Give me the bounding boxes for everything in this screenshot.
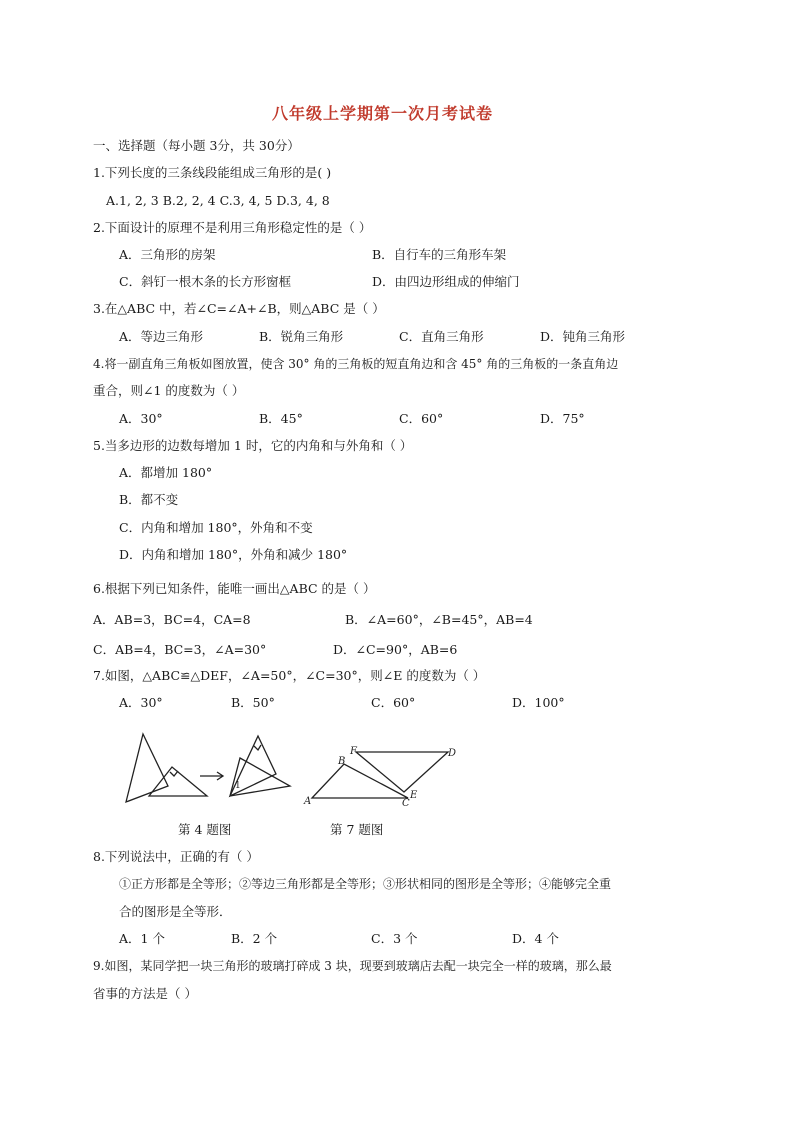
page-title: 八年级上学期第一次月考试卷 <box>272 104 494 123</box>
q2-option-a: A．三角形的房架 <box>119 247 216 262</box>
q9-stem-line2: 省事的方法是（ ） <box>93 986 197 1001</box>
q8-option-b: B．2 个 <box>231 931 278 946</box>
q3-option-a: A．等边三角形 <box>119 329 204 344</box>
q1-options: A.1, 2, 3 B.2, 2, 4 C.3, 4, 5 D.3, 4, 8 <box>106 193 330 208</box>
label-c: C <box>402 798 410 809</box>
q4-right-angle-mark <box>170 771 178 776</box>
triangle-abc <box>312 764 408 798</box>
q4-left-triangle-30 <box>126 734 168 802</box>
section-heading: 一、选择题（每小题 3分，共 30分） <box>93 138 300 153</box>
q8-stem: 8.下列说法中，正确的有（ ） <box>93 849 259 864</box>
label-e: E <box>410 790 418 801</box>
q4-right-angle-mark-2 <box>254 745 261 750</box>
q8-option-c: C．3 个 <box>371 931 418 946</box>
q3-stem: 3.在△ABC 中，若∠C=∠A+∠B，则△ABC 是（ ） <box>93 301 385 316</box>
q6-option-c: C．AB=4，BC=3，∠A=30° <box>93 642 267 657</box>
q6-option-a: A．AB=3，BC=4，CA=8 <box>93 612 251 627</box>
q2-option-c: C．斜钉一根木条的长方形窗框 <box>119 274 292 289</box>
q4-figure <box>118 726 298 810</box>
angle-1-label: 1 <box>235 781 241 791</box>
q2-option-b: B．自行车的三角形车架 <box>372 247 507 262</box>
q6-stem: 6.根据下列已知条件，能唯一画出△ABC 的是（ ） <box>93 581 376 596</box>
q8-option-d: D．4 个 <box>512 931 559 946</box>
q2-stem: 2.下面设计的原理不是利用三角形稳定性的是（ ） <box>93 220 372 235</box>
q3-option-c: C．直角三角形 <box>399 329 484 344</box>
q7-option-a: A．30° <box>119 695 163 710</box>
figure-4-caption: 第 4 题图 <box>178 822 232 837</box>
q7-option-c: C．60° <box>371 695 416 710</box>
q7-stem: 7.如图，△ABC≌△DEF，∠A=50°，∠C=30°，则∠E 的度数为（ ） <box>93 668 486 683</box>
q1-stem: 1.下列长度的三条线段能组成三角形的是( ) <box>93 165 332 180</box>
q5-option-a: A．都增加 180° <box>119 465 213 480</box>
q8-body-line2: 合的图形是全等形． <box>119 904 232 919</box>
q5-option-d: D．内角和增加 180°，外角和减少 180° <box>119 547 348 562</box>
q7-option-d: D．100° <box>512 695 565 710</box>
q4-stem-line1: 4.将一副直角三角板如图放置，使含 30° 角的三角板的短直角边和含 45° 角的三角板的一条直角边 <box>93 357 619 371</box>
q8-option-a: A．1 个 <box>119 931 165 946</box>
q4-option-d: D．75° <box>540 411 585 426</box>
q7-option-b: B．50° <box>231 695 275 710</box>
q5-option-b: B．都不变 <box>119 492 179 507</box>
q4-stem-line2: 重合，则∠1 的度数为（ ） <box>93 383 245 398</box>
q6-option-b: B．∠A=60°，∠B=45°，AB=4 <box>345 612 533 627</box>
q5-stem: 5.当多边形的边数每增加 1 时，它的内角和与外角和（ ） <box>93 438 413 453</box>
q4-option-a: A．30° <box>119 411 163 426</box>
q4-option-b: B．45° <box>259 411 303 426</box>
label-f: F <box>350 746 357 757</box>
q3-option-b: B．锐角三角形 <box>259 329 344 344</box>
figure-7-caption: 第 7 题图 <box>330 822 384 837</box>
q4-option-c: C．60° <box>399 411 444 426</box>
label-b: B <box>338 756 346 767</box>
q6-option-d: D．∠C=90°，AB=6 <box>333 642 458 657</box>
q5-option-c: C．内角和增加 180°，外角和不变 <box>119 520 313 535</box>
label-d: D <box>448 748 457 759</box>
q7-figure <box>300 742 470 810</box>
q3-option-d: D．钝角三角形 <box>540 329 626 344</box>
label-a: A <box>304 796 312 807</box>
q2-option-d: D．由四边形组成的伸缩门 <box>372 274 520 289</box>
q9-stem-line1: 9.如图，某同学把一块三角形的玻璃打碎成 3 块，现要到玻璃店去配一块完全一样的玻璃，那么最 <box>93 959 612 973</box>
q8-body-line1: ①正方形都是全等形；②等边三角形都是全等形；③形状相同的图形是全等形；④能够完全重 <box>119 877 612 891</box>
triangle-def <box>356 752 448 792</box>
